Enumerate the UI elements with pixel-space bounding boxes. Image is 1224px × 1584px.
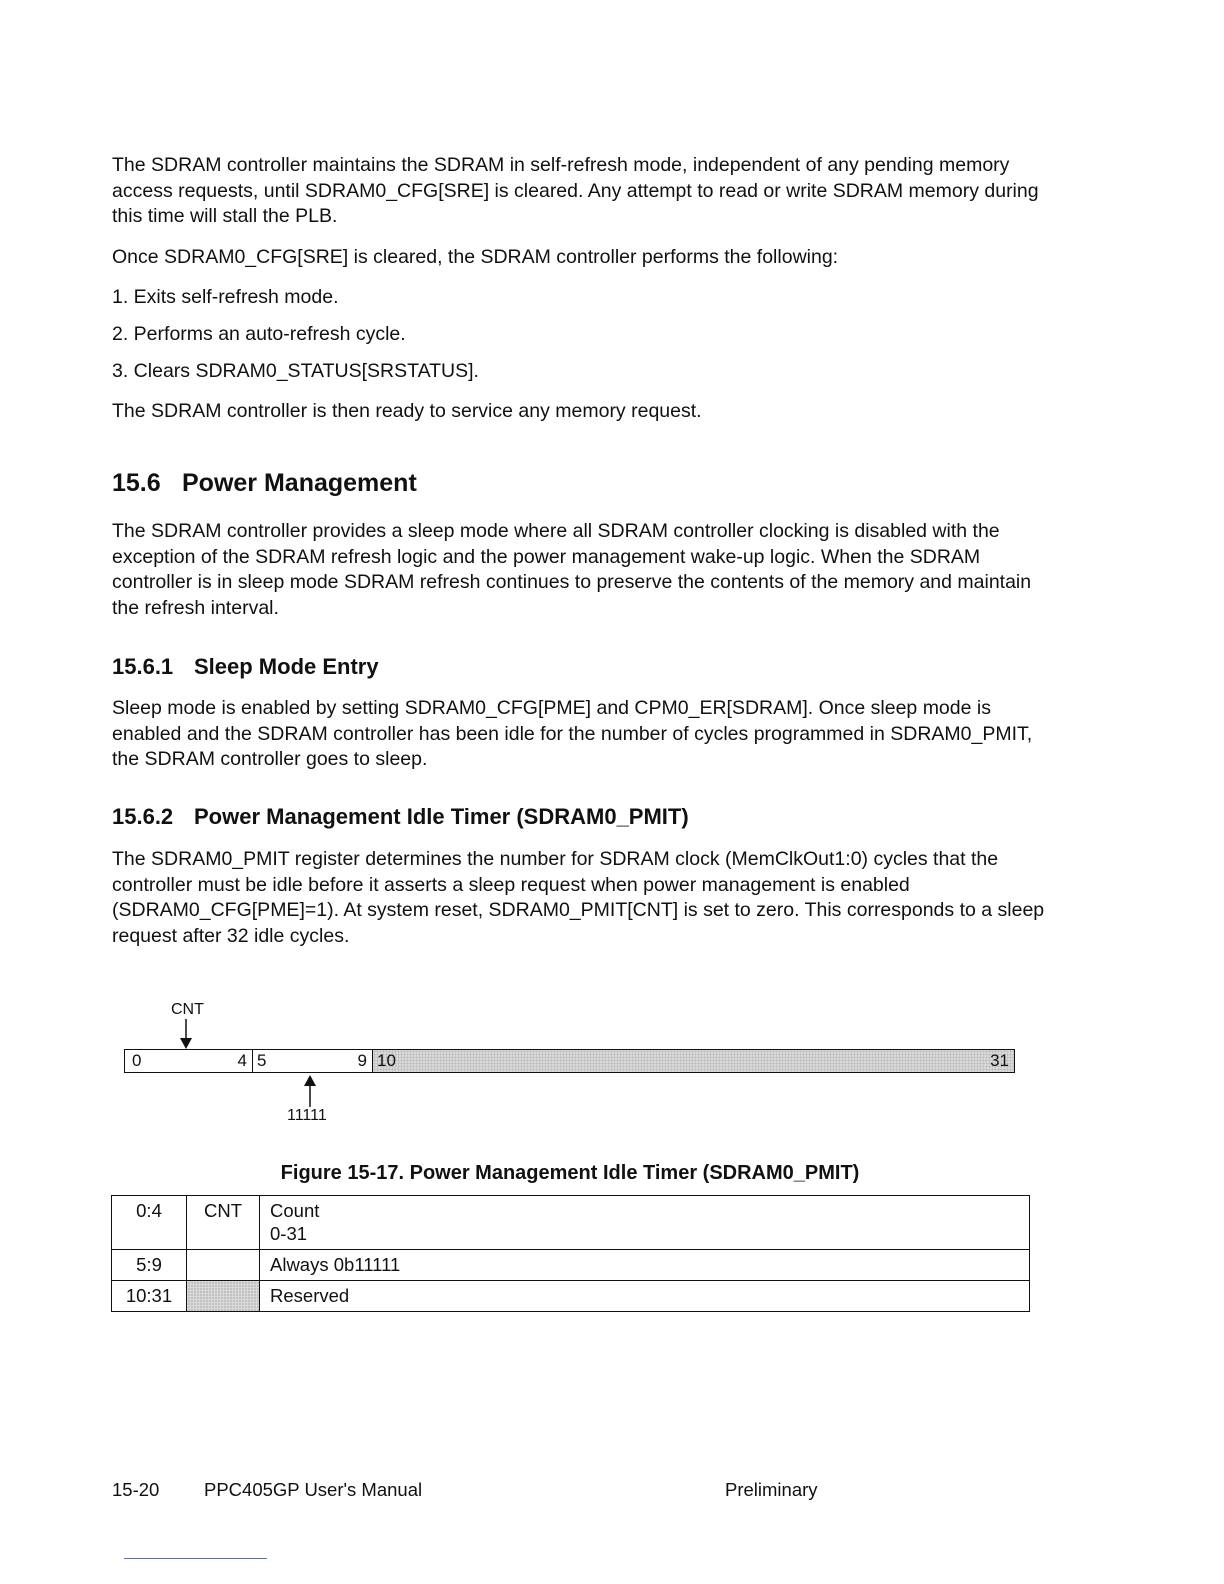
register-bar	[124, 1049, 1015, 1073]
intro-paragraph-2: Once SDRAM0_CFG[SRE] is cleared, the SDRAM controller performs the following:	[112, 246, 839, 268]
field-bits: 5:9	[112, 1250, 187, 1281]
field-bits: 0:4	[112, 1196, 187, 1250]
field-description-line: 0-31	[270, 1223, 308, 1244]
register-field-cnt	[125, 1050, 252, 1072]
field-bits: 10:31	[112, 1281, 187, 1312]
register-field-reserved	[372, 1050, 1014, 1072]
subsection-1-heading	[112, 653, 379, 681]
field-name	[187, 1250, 260, 1281]
bit-end-4: 4	[237, 1051, 247, 1070]
register-field-fixed	[252, 1050, 372, 1072]
field-description-line: Count	[270, 1200, 320, 1221]
field-description	[260, 1250, 1030, 1281]
step-2: 2. Performs an auto-refresh cycle.	[112, 323, 406, 345]
field-description-line: Reserved	[270, 1285, 350, 1306]
bit-start-5: 5	[257, 1051, 267, 1070]
field-description	[260, 1281, 1030, 1312]
footer-page-number: 15-20	[112, 1479, 160, 1500]
subsection-2-title: Power Management Idle Timer (SDRAM0_PMIT)	[194, 804, 689, 829]
subsection-2-number: 15.6.2	[112, 804, 174, 829]
down-arrow-icon	[176, 1019, 196, 1051]
field-name: CNT	[187, 1196, 260, 1250]
subsection-1-title: Sleep Mode Entry	[194, 654, 379, 679]
figure-caption: Figure 15-17. Power Management Idle Timer (SDRAM0_PMIT)	[280, 1162, 860, 1184]
register-top-label: CNT	[171, 1001, 204, 1018]
subsection-1-body: Sleep mode is enabled by setting SDRAM0_CFG[PME] and CPM0_ER[SDRAM]. Once sleep mode is enabled and the SDRAM controller has been idle for the number of cycles programmed in SDRAM0_PMIT, the SDRAM controller goes to sleep.	[112, 697, 1033, 770]
footer-manual-title: PPC405GP User's Manual	[204, 1479, 423, 1500]
section-number: 15.6	[112, 469, 161, 497]
footer-status: Preliminary	[725, 1479, 818, 1500]
field-description-table	[111, 1195, 1030, 1312]
up-arrow-icon	[300, 1073, 320, 1109]
bit-start-0: 0	[132, 1051, 142, 1070]
subsection-2-heading	[112, 803, 689, 831]
field-description-line: Always 0b11111	[270, 1254, 401, 1275]
footer-rule	[124, 1558, 267, 1559]
bit-end-31: 31	[990, 1051, 1009, 1070]
bit-end-9: 9	[357, 1051, 367, 1070]
intro-paragraph-3: The SDRAM controller is then ready to service any memory request.	[112, 400, 702, 422]
register-bottom-label: 11111	[287, 1107, 327, 1124]
subsection-1-number: 15.6.1	[112, 654, 174, 679]
section-heading	[112, 468, 417, 498]
table-row	[112, 1281, 1030, 1312]
field-name-reserved	[187, 1281, 260, 1312]
step-3: 3. Clears SDRAM0_STATUS[SRSTATUS].	[112, 360, 479, 382]
step-1: 1. Exits self-refresh mode.	[112, 286, 339, 308]
subsection-2-body: The SDRAM0_PMIT register determines the number for SDRAM clock (MemClkOut1:0) cycles that the controller must be idle before it asserts a sleep request when power management is enabled (SDRAM0_CFG[PME]=1). At system reset, SDRAM0_PMIT[CNT] is set to zero. This corresponds to a sleep request after 32 idle cycles.	[112, 848, 1045, 947]
section-body: The SDRAM controller provides a sleep mode where all SDRAM controller clocking is disabled with the exception of the SDRAM refresh logic and the power management wake-up logic. When the SDRAM controller is in sleep mode SDRAM refresh continues to preserve the contents of the memory and maintain the refresh interval.	[112, 520, 1032, 619]
table-row	[112, 1196, 1030, 1250]
section-title: Power Management	[182, 469, 417, 497]
table-row	[112, 1250, 1030, 1281]
field-description	[260, 1196, 1030, 1250]
intro-paragraph-1: The SDRAM controller maintains the SDRAM in self-refresh mode, independent of any pending memory access requests, until SDRAM0_CFG[SRE] is cleared. Any attempt to read or write SDRAM memory during this time will stall the PLB.	[112, 154, 1039, 227]
bit-start-10: 10	[377, 1051, 396, 1070]
